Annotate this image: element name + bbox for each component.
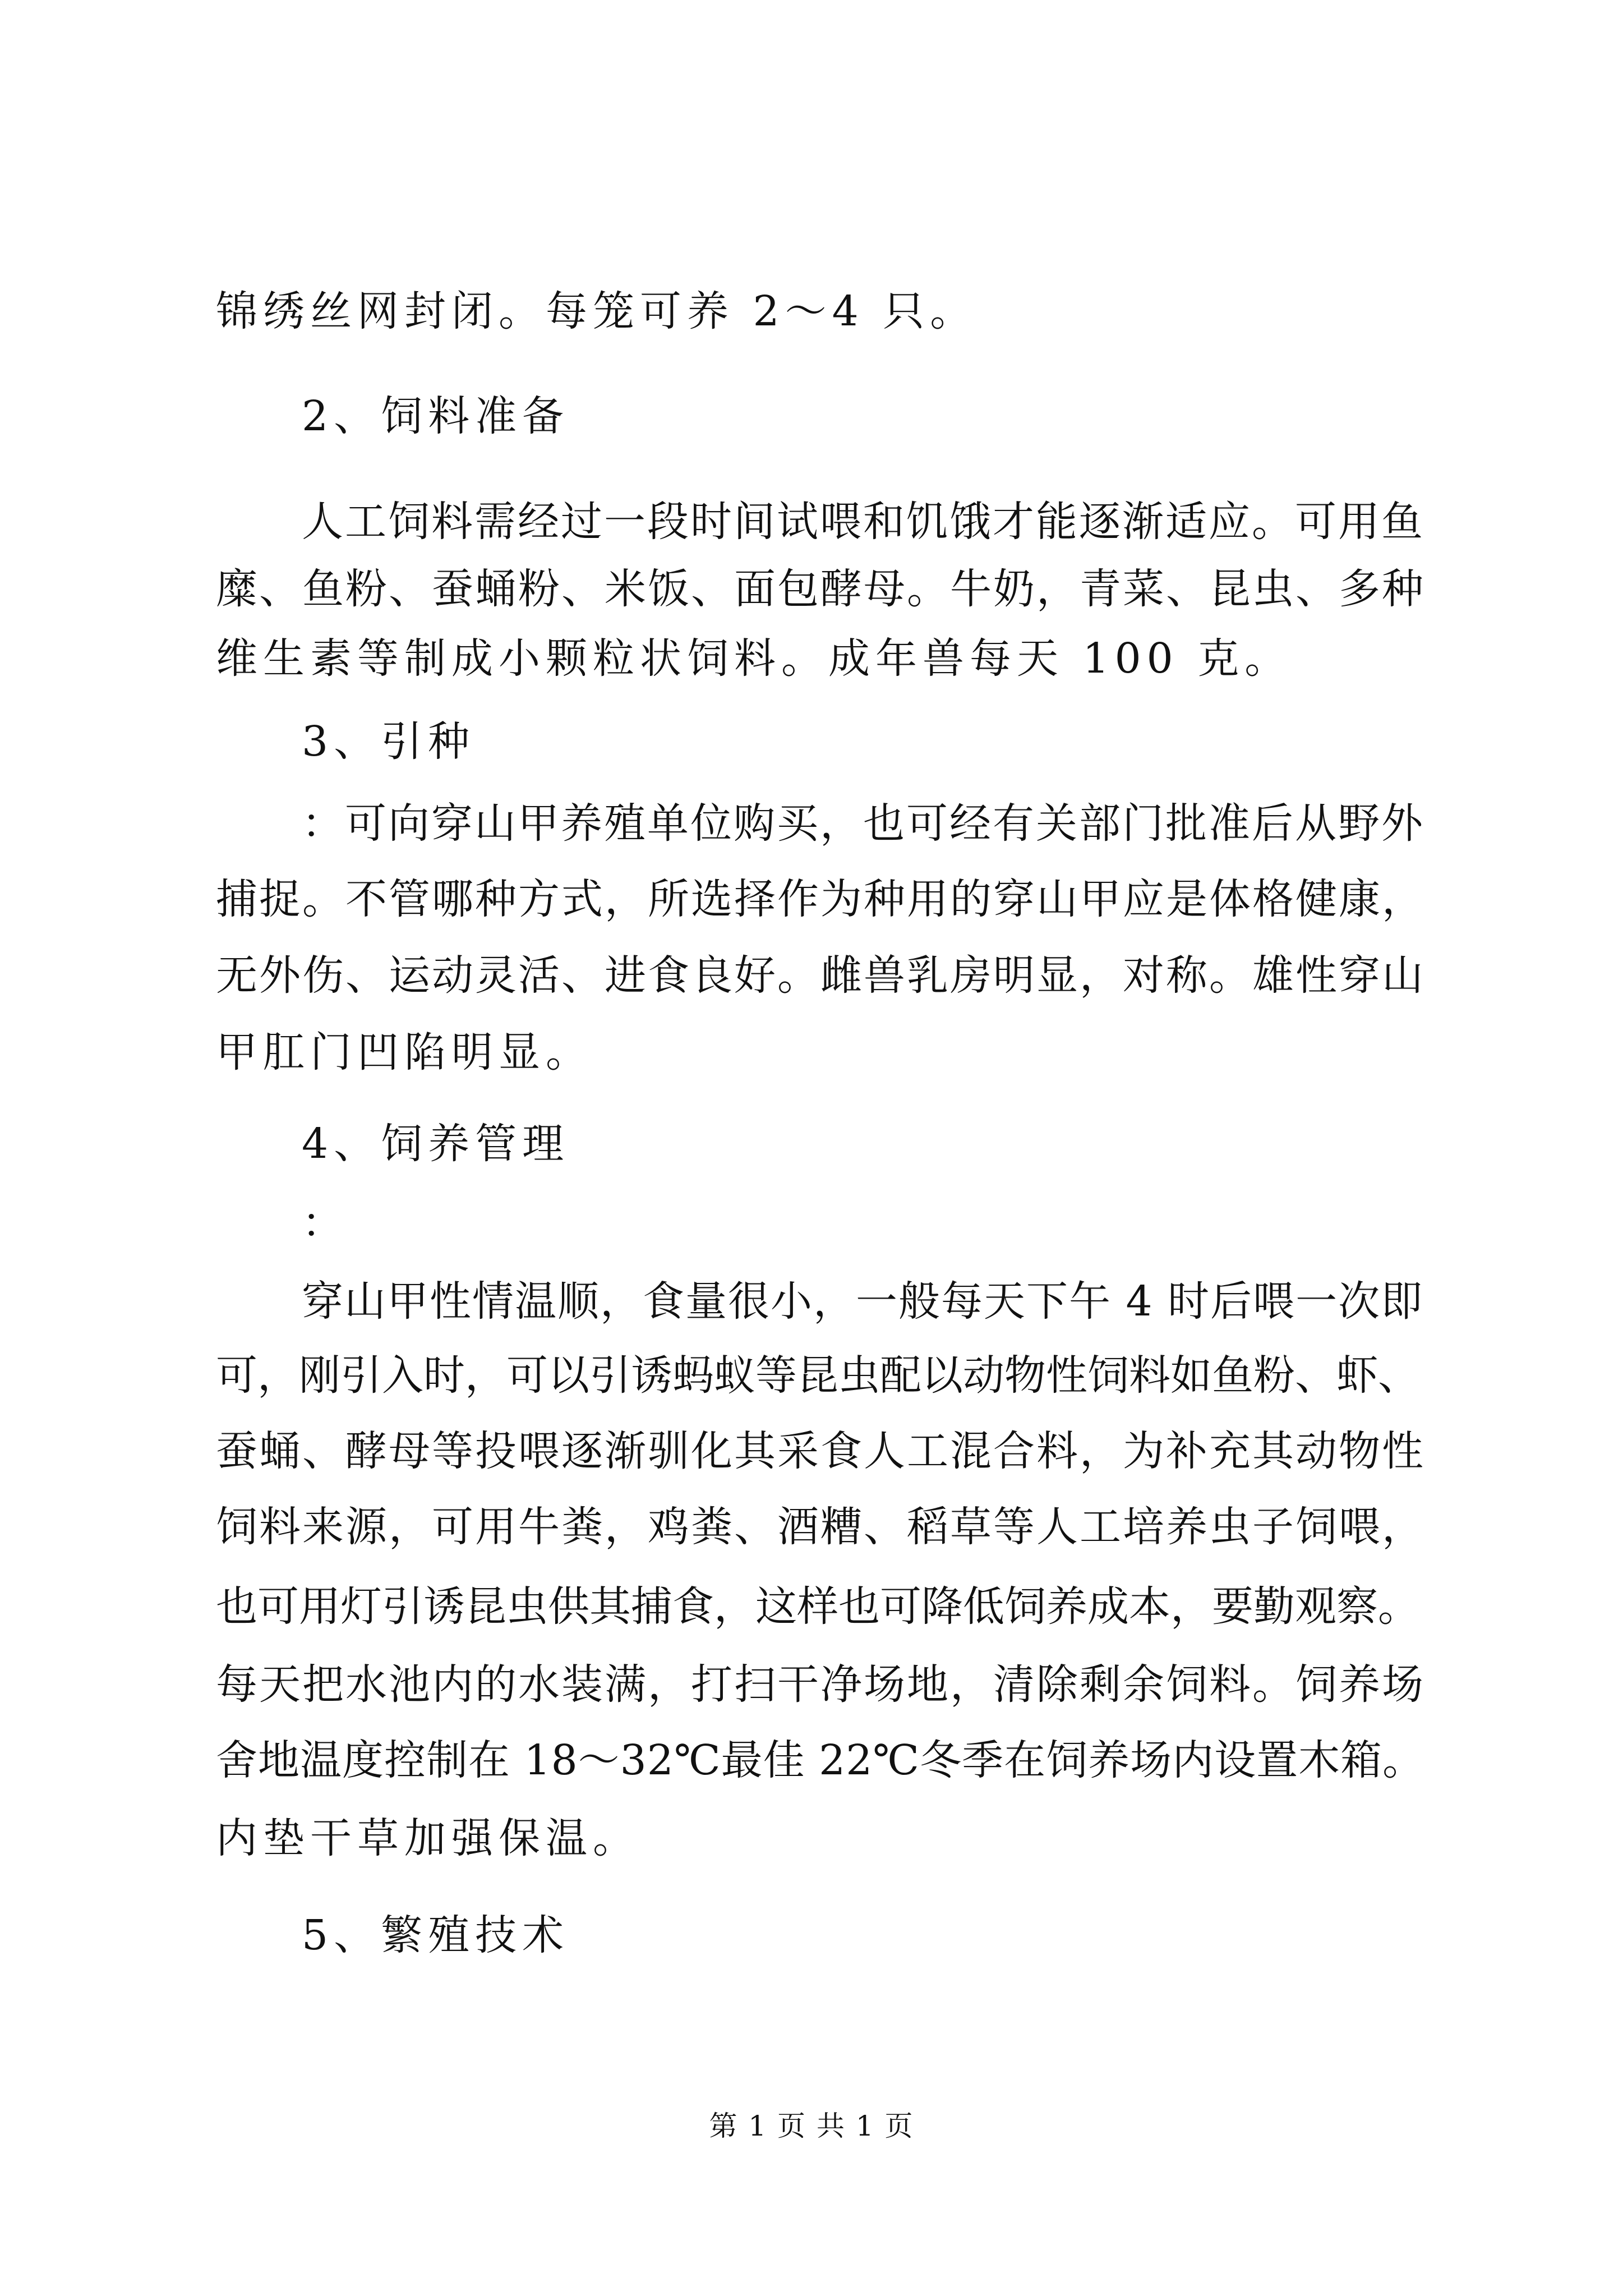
section-heading-management: 4、饲养管理: [302, 1120, 570, 1168]
body-line-8: 捕捉。不管哪种方式，所选择作为种用的穿山甲应是体格健康，: [216, 875, 1425, 923]
body-line-5: 维生素等制成小颗粒状饲料。成年兽每天 100 克。: [216, 634, 1292, 683]
body-line-1: 锦绣丝网封闭。每笼可养 2～4 只。: [216, 287, 978, 335]
body-line-3: 人工饲料需经过一段时间试喂和饥饿才能逐渐适应。可用鱼: [302, 498, 1424, 546]
body-line-13: 穿山甲性情温顺，食量很小，一般每天下午 4 时后喂一次即: [302, 1277, 1424, 1326]
body-line-16: 饲料来源，可用牛粪，鸡粪、酒糟、稻草等人工培养虫子饲喂，: [216, 1503, 1425, 1551]
section-heading-breeding-stock: 3、引种: [302, 717, 476, 766]
page-footer: 第 1 页 共 1 页: [709, 2110, 914, 2142]
body-line-17: 也可用灯引诱昆虫供其捕食，这样也可降低饲养成本，要勤观察。: [216, 1582, 1419, 1631]
body-line-12: ：: [302, 1199, 349, 1247]
body-line-18: 每天把水池内的水装满，打扫干净场地，清除剩余饲料。饲养场: [216, 1660, 1425, 1709]
body-line-19: 舍地温度控制在 18～32℃最佳 22℃冬季在饲养场内设置木箱。: [216, 1736, 1425, 1784]
body-line-15: 蚕蛹、酵母等投喂逐渐驯化其采食人工混合料，为补充其动物性: [216, 1427, 1425, 1475]
body-line-7: ：可向穿山甲养殖单位购买，也可经有关部门批准后从野外: [302, 799, 1424, 848]
body-line-9: 无外伤、运动灵活、进食良好。雌兽乳房明显，对称。雄性穿山: [216, 951, 1425, 1000]
body-line-20: 内垫干草加强保温。: [216, 1814, 640, 1862]
body-line-14: 可，刚引入时，可以引诱蚂蚁等昆虫配以动物性饲料如鱼粉、虾、: [216, 1351, 1419, 1400]
section-heading-feed: 2、饲料准备: [302, 392, 570, 440]
body-line-10: 甲肛门凹陷明显。: [216, 1028, 593, 1076]
body-line-4: 糜、鱼粉、蚕蛹粉、米饭、面包酵母。牛奶，青菜、昆虫、多种: [216, 565, 1425, 613]
section-heading-reproduction: 5、繁殖技术: [302, 1911, 570, 1959]
